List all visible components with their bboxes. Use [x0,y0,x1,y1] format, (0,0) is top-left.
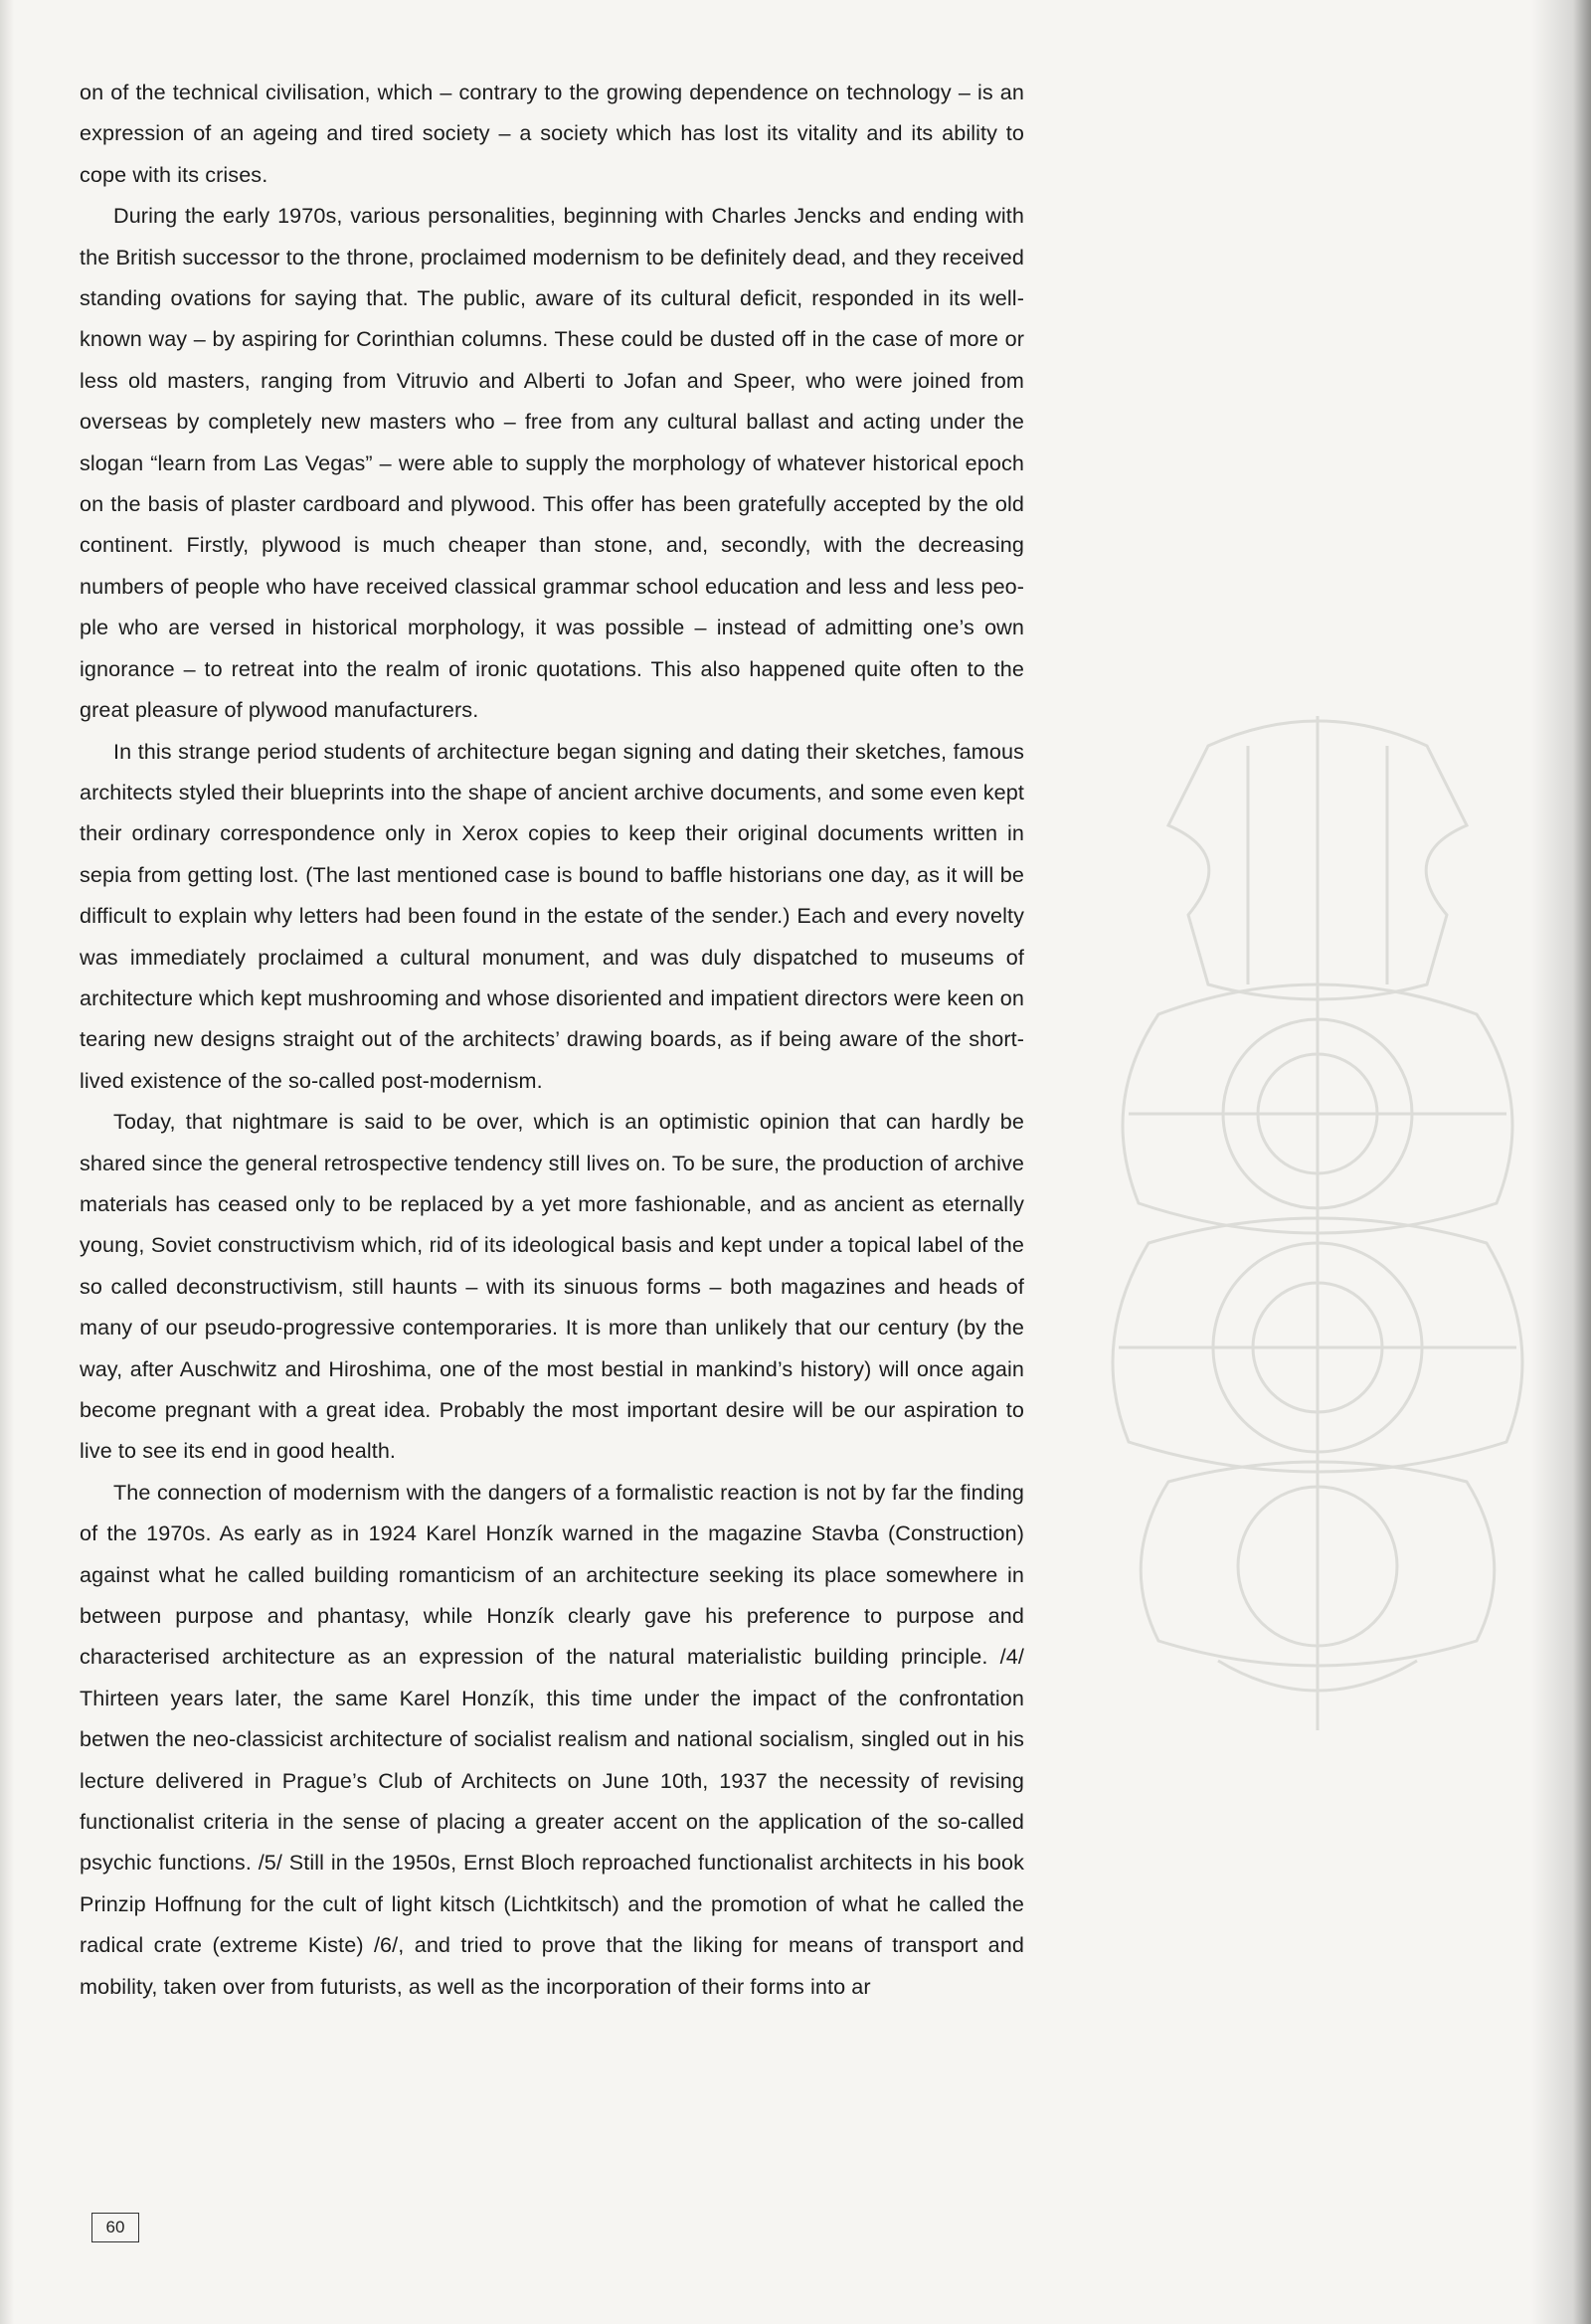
faded-architectural-drawing [1069,686,1566,1760]
paragraph: Today, that nightmare is said to be over, which is an optimistic opinion that can hardly be shared since the general retrospective tendency still lives on. To be sure, the production of archive materials has ceased only to be replaced by a yet more fashionable, and as ancient as eternally young, Soviet constructivism which, rid of its ideological basis and kept under a topical label of the so called deconstructivism, still haunts – with its sinuous forms – both magazines and heads of many of our pseudo-progressive contemporaries. It is more than unlikely that our century (by the way, after Auschwitz and Hiroshima, one of the most bestial in mankind’s history) will once again become pregnant with a great idea. Probably the most important desire will be our aspiration to live to see its end in good health. [80,1109,1024,1464]
paragraph: The connection of modernism with the dangers of a formalistic reaction is not by far the finding of the 1970s. As early as in 1924 Karel Honzík warned in the magazine Stavba (Construction) against what he called building romanticism of an architecture seeking its place somewhere in between purpose and phantasy, while Honzík clearly gave his preference to purpose and characterised architecture as an expression of the natural materialistic building principle. /4/ Thirteen years later, the same Karel Honzík, this time under the impact of the confrontation betwen the neo-classicist architecture of socialist realism and national socialism, singled out in his lecture delivered in Prague’s Club of Architects on June 10th, 1937 the necessity of revising functionalist criteria in the sense of placing a greater accent on the application of the so-called psychic functions. /5/ Still in the 1950s, Ernst Bloch reproached functionalist architects in his book Prinzip Hoffnung for the cult of light kitsch (Lichtkitsch) and the promotion of what he called the radical crate (extreme Kiste) /6/, and tried to prove that the liking for means of transport and mobility, taken over from futurists, as well as the incorporation of their forms into ar [80,1479,1024,1999]
paragraph: on of the technical civilisation, which – contrary to the growing dependence on technology – is an expression of an ageing and tired society – a society which has lost its vitality and its ability to cope with its crises. [80,80,1024,187]
article-body [80,72,1024,2007]
caption-line [1069,1710,1427,1732]
paragraph: During the early 1970s, various personalities, beginning with Charles Jencks and ending with the British successor to the throne, proclaimed modernism to be definitely dead, and they received standing ovations for saying that. The public, aware of its cultural deficit, responded in its well-known way – by aspiring for Corinthian columns. These could be dusted off in the case of more or less old masters, ranging from Vitruvio and Alberti to Jofan and Speer, who were joined from overseas by completely new masters who – free from any cultural ballast and acting under the slogan “learn from Las Vegas” – were able to supply the morphology of whatever historical epoch on the basis of plaster cardboard and plywood. This offer has been gratefully accepted by the old continent. Firstly, plywood is much cheaper than stone, and, secondly, with the decreasing numbers of people who have received classical grammar school education and less and less people who are versed in historical morphology, it was possible – instead of admitting one’s own ignorance – to retreat into the realm of ironic quotations. This also happened quite often to the great pleasure of plywood manufacturers. [80,203,1024,723]
page-gutter-shadow [1531,0,1591,2324]
page-left-edge [0,0,14,2324]
faded-caption-block [1069,1710,1427,1732]
page-number: 60 [91,2213,139,2242]
paragraph: In this strange period students of architecture began signing and dating their sketches, famous architects styled their blueprints into the shape of ancient archive documents, and some even kept their ordinary correspondence only in Xerox copies to keep their original documents written in sepia from getting lost. (The last mentioned case is bound to baffle historians one day, as it will be difficult to explain why letters had been found in the estate of the sender.) Each and every novelty was immediately proclaimed a cultural monument, and was duly dispatched to museums of architecture which kept mushrooming and whose disoriented and impatient directors were keen on tearing new designs straight out of the architects’ drawing boards, as if being aware of the short-lived existence of the so-called post-modernism. [80,738,1024,1093]
